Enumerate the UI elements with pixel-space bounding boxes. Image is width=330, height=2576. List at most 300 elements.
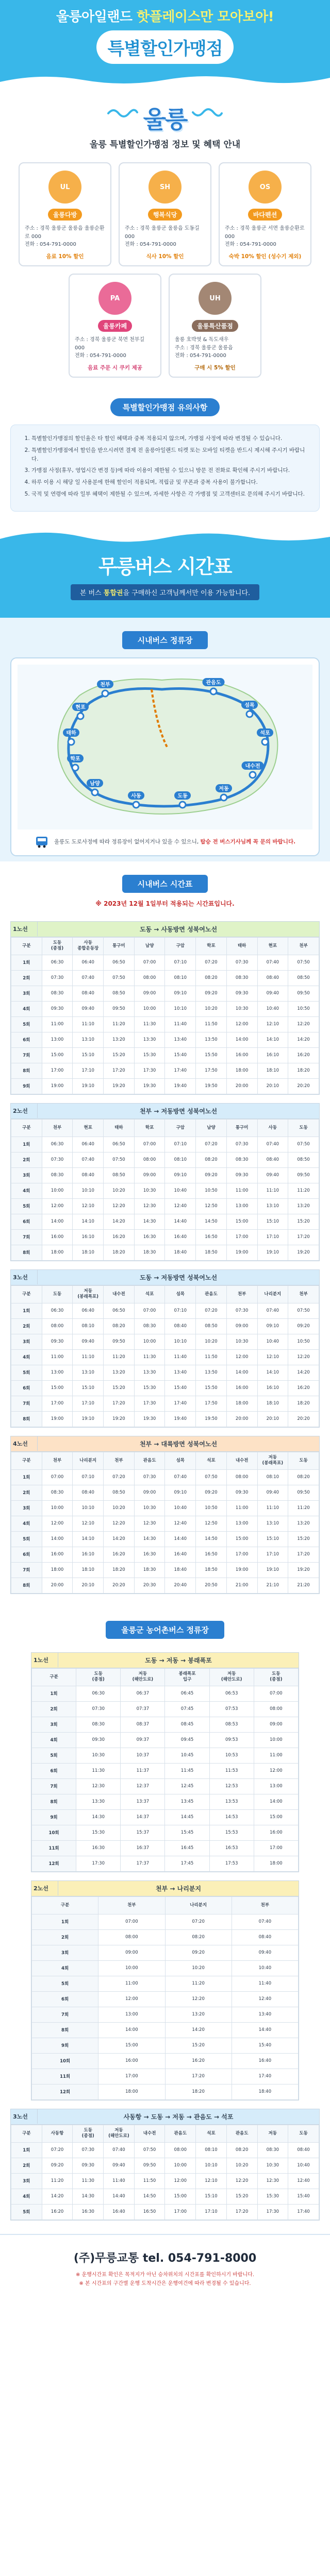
time-cell: 19:20 xyxy=(288,1245,319,1260)
partner-logo: SH xyxy=(148,171,182,204)
table-row xyxy=(11,1396,319,1411)
time-cell: 10:30 xyxy=(226,1001,257,1016)
column-header: 남양 xyxy=(134,937,165,955)
time-cell: 16:50 xyxy=(134,2204,165,2219)
bus-banner xyxy=(0,530,330,618)
time-cell: 08:50 xyxy=(288,970,319,986)
partner-info: 주소 : 경북 울릉군 서면 울릉순환로 000 전화 : 054-791-0000 xyxy=(225,226,305,247)
time-cell: 10:00 xyxy=(42,1183,73,1198)
time-cell: 13:20 xyxy=(288,1198,319,1214)
time-cell: 09:50 xyxy=(288,1167,319,1183)
time-cell: 14:20 xyxy=(42,2189,73,2204)
table-row xyxy=(11,2142,319,2158)
time-cell: 18:20 xyxy=(165,2084,232,2099)
run-index: 6회 xyxy=(11,1032,42,1047)
run-index: 11회 xyxy=(32,2069,98,2084)
column-header: 천부 xyxy=(232,1896,298,1914)
table-row xyxy=(11,1380,319,1396)
time-cell: 16:37 xyxy=(121,1840,165,1856)
time-cell: 17:10 xyxy=(73,1396,104,1411)
column-header: 내수전 xyxy=(134,2125,165,2142)
map-stop-label: 사동 xyxy=(131,793,141,799)
time-cell: 10:30 xyxy=(226,1334,257,1349)
time-cell: 08:00 xyxy=(254,1701,298,1717)
time-cell: 07:30 xyxy=(226,1303,257,1318)
time-cell: 08:40 xyxy=(257,1152,288,1167)
time-cell: 08:10 xyxy=(196,2142,227,2158)
time-cell: 08:20 xyxy=(196,970,227,986)
run-index: 10회 xyxy=(32,2053,98,2069)
time-cell: 15:00 xyxy=(42,1380,73,1396)
timetable-grid xyxy=(11,1452,319,1594)
column-header: 내수전 xyxy=(104,1285,135,1303)
map-stop-label: 석포 xyxy=(260,730,270,736)
time-cell: 13:50 xyxy=(196,1032,227,1047)
time-cell: 13:00 xyxy=(98,2007,165,2022)
column-header: 저동 (해안도로) xyxy=(104,2125,135,2142)
time-cell: 12:20 xyxy=(226,2173,257,2189)
table-row xyxy=(11,1137,319,1152)
column-header: 천부 xyxy=(98,1896,165,1914)
time-cell: 08:30 xyxy=(42,1485,73,1500)
time-cell: 14:30 xyxy=(134,1531,165,1547)
partner-logo: UH xyxy=(199,282,232,315)
time-cell: 20:20 xyxy=(288,1411,319,1427)
time-cell: 11:10 xyxy=(257,1500,288,1516)
time-cell: 12:53 xyxy=(209,1778,254,1794)
column-header: 관음도 xyxy=(165,2125,196,2142)
column-header: 사동 xyxy=(257,1119,288,1137)
wave-left-icon xyxy=(107,106,138,121)
time-cell: 10:37 xyxy=(121,1748,165,1763)
time-cell: 09:40 xyxy=(73,1001,104,1016)
route-number: 1노선 xyxy=(31,1653,58,1667)
time-cell: 13:20 xyxy=(104,1365,135,1380)
time-cell: 06:45 xyxy=(165,1686,209,1701)
column-header: 구분 xyxy=(11,1285,42,1303)
time-cell: 09:40 xyxy=(257,1167,288,1183)
run-index: 5회 xyxy=(11,1531,42,1547)
map-stop-marker xyxy=(250,772,256,778)
time-cell: 13:40 xyxy=(165,1365,196,1380)
time-cell: 13:45 xyxy=(165,1794,209,1809)
time-cell: 06:30 xyxy=(42,1137,73,1152)
time-cell: 07:40 xyxy=(104,2142,135,2158)
map-legend xyxy=(18,835,312,849)
time-cell: 08:00 xyxy=(42,1318,73,1334)
time-cell: 12:45 xyxy=(165,1778,209,1794)
time-cell: 19:20 xyxy=(104,1411,135,1427)
table-row xyxy=(32,2038,299,2053)
time-cell: 15:45 xyxy=(165,1825,209,1840)
time-cell: 09:50 xyxy=(104,1001,135,1016)
partner-name: 울릉다방 xyxy=(48,209,82,221)
table-row xyxy=(32,1856,299,1871)
time-cell: 17:20 xyxy=(104,1063,135,1078)
time-cell: 07:30 xyxy=(42,970,73,986)
time-cell: 16:20 xyxy=(288,1380,319,1396)
table-row xyxy=(11,1485,319,1500)
column-header: 사동항 xyxy=(42,2125,73,2142)
timetable-header-row xyxy=(11,2125,319,2142)
time-cell: 08:30 xyxy=(76,1717,121,1732)
time-cell: 14:40 xyxy=(232,2022,298,2038)
time-cell: 20:10 xyxy=(73,1578,104,1593)
column-header: 구분 xyxy=(11,2125,42,2142)
run-index: 4회 xyxy=(11,1349,42,1365)
table-row xyxy=(11,1245,319,1260)
time-cell: 16:10 xyxy=(257,1380,288,1396)
time-cell: 07:40 xyxy=(257,1303,288,1318)
timetable-header-row xyxy=(32,1896,299,1914)
time-cell: 07:00 xyxy=(134,955,165,970)
time-cell: 20:40 xyxy=(165,1578,196,1593)
map-stop-label: 저동 xyxy=(219,786,229,792)
time-cell: 11:00 xyxy=(226,1183,257,1198)
time-cell: 20:10 xyxy=(257,1078,288,1094)
time-cell: 18:40 xyxy=(165,1245,196,1260)
time-cell: 16:40 xyxy=(165,1229,196,1245)
time-cell: 11:30 xyxy=(134,1016,165,1032)
map-stop-marker xyxy=(77,713,84,719)
time-cell: 16:00 xyxy=(42,1229,73,1245)
table-row xyxy=(11,1516,319,1531)
column-header: 구분 xyxy=(32,1896,98,1914)
time-cell: 17:00 xyxy=(226,1547,257,1562)
run-index: 8회 xyxy=(11,1063,42,1078)
table-row xyxy=(11,2173,319,2189)
run-index: 2회 xyxy=(11,1485,42,1500)
time-cell: 08:30 xyxy=(42,1167,73,1183)
partner-card xyxy=(169,274,261,378)
time-cell: 16:30 xyxy=(73,2204,104,2219)
time-cell: 15:50 xyxy=(196,1380,227,1396)
time-cell: 11:20 xyxy=(288,1500,319,1516)
time-cell: 15:30 xyxy=(257,2189,288,2204)
time-cell: 16:30 xyxy=(76,1840,121,1856)
run-index: 6회 xyxy=(11,1547,42,1562)
time-cell: 10:00 xyxy=(98,1960,165,1976)
time-cell: 07:53 xyxy=(209,1701,254,1717)
time-cell: 17:20 xyxy=(226,2204,257,2219)
time-cell: 10:40 xyxy=(165,1183,196,1198)
time-cell: 13:10 xyxy=(257,1198,288,1214)
run-index: 3회 xyxy=(11,1334,42,1349)
time-cell: 14:40 xyxy=(165,1531,196,1547)
time-cell: 17:50 xyxy=(196,1063,227,1078)
time-cell: 09:50 xyxy=(288,986,319,1001)
time-cell: 07:10 xyxy=(165,955,196,970)
time-cell: 08:10 xyxy=(257,1469,288,1485)
time-cell: 09:10 xyxy=(257,1318,288,1334)
run-index: 12회 xyxy=(32,1856,76,1871)
table-row xyxy=(11,1411,319,1427)
time-cell: 08:00 xyxy=(134,970,165,986)
time-cell: 06:37 xyxy=(121,1686,165,1701)
run-index: 2회 xyxy=(32,1701,76,1717)
time-cell: 08:20 xyxy=(288,1469,319,1485)
column-header: 도동 (종점) xyxy=(42,937,73,955)
region-section xyxy=(0,88,330,393)
time-cell: 11:53 xyxy=(209,1763,254,1778)
time-cell: 12:00 xyxy=(254,1763,298,1778)
time-cell: 11:20 xyxy=(42,2173,73,2189)
partner-name: 바다펜션 xyxy=(248,209,282,221)
time-cell: 09:30 xyxy=(226,986,257,1001)
table-row xyxy=(11,1198,319,1214)
time-cell: 09:20 xyxy=(196,1485,227,1500)
time-cell: 06:50 xyxy=(104,955,135,970)
time-cell: 10:20 xyxy=(196,1001,227,1016)
run-index: 4회 xyxy=(11,1001,42,1016)
column-header: 통구미 xyxy=(104,937,135,955)
time-cell: 11:00 xyxy=(42,1016,73,1032)
time-cell: 12:40 xyxy=(165,1198,196,1214)
time-cell: 09:40 xyxy=(257,986,288,1001)
route-number: 3노선 xyxy=(11,2109,38,2124)
time-cell: 11:10 xyxy=(257,1183,288,1198)
column-header: 관음도 xyxy=(196,1285,227,1303)
run-index: 4회 xyxy=(32,1732,76,1748)
timetable-header xyxy=(11,2109,319,2125)
time-cell: 09:00 xyxy=(134,986,165,1001)
map-stop-label: 태하 xyxy=(66,730,76,736)
time-cell: 17:00 xyxy=(254,1840,298,1856)
time-cell: 16:30 xyxy=(134,1547,165,1562)
map-stop-label: 관음도 xyxy=(206,680,221,686)
time-cell: 11:50 xyxy=(196,1349,227,1365)
column-header: 천부 xyxy=(288,1285,319,1303)
table-row xyxy=(32,1809,299,1825)
run-index: 2회 xyxy=(32,1929,98,1945)
time-cell: 15:00 xyxy=(42,1047,73,1063)
time-cell: 14:53 xyxy=(209,1809,254,1825)
time-cell: 18:20 xyxy=(288,1063,319,1078)
column-header: 섬목 xyxy=(165,1452,196,1469)
time-cell: 18:40 xyxy=(165,1562,196,1578)
time-cell: 18:10 xyxy=(257,1063,288,1078)
column-header: 내수전 xyxy=(226,1452,257,1469)
time-cell: 11:40 xyxy=(232,1976,298,1991)
time-cell: 14:10 xyxy=(257,1032,288,1047)
time-cell: 10:10 xyxy=(165,1001,196,1016)
time-cell: 16:20 xyxy=(165,2053,232,2069)
time-cell: 06:50 xyxy=(104,1137,135,1152)
map-stop-marker xyxy=(68,739,74,745)
column-header: 저동 (봉래폭포) xyxy=(73,1285,104,1303)
time-cell: 09:20 xyxy=(288,1318,319,1334)
column-header: 구분 xyxy=(11,937,42,955)
time-cell: 07:45 xyxy=(165,1701,209,1717)
time-cell: 14:30 xyxy=(73,2189,104,2204)
time-cell: 08:40 xyxy=(288,2142,319,2158)
table-row xyxy=(11,1303,319,1318)
time-cell: 10:30 xyxy=(76,1748,121,1763)
column-header: 관음도 xyxy=(134,1452,165,1469)
time-cell: 13:00 xyxy=(42,1032,73,1047)
time-cell: 13:20 xyxy=(104,1032,135,1047)
time-cell: 15:40 xyxy=(288,2189,319,2204)
time-cell: 08:10 xyxy=(73,1318,104,1334)
run-index: 1회 xyxy=(11,1137,42,1152)
column-header: 현포 xyxy=(73,1119,104,1137)
time-cell: 08:30 xyxy=(257,2142,288,2158)
run-index: 11회 xyxy=(32,1840,76,1856)
time-cell: 11:30 xyxy=(73,2173,104,2189)
time-cell: 13:00 xyxy=(226,1516,257,1531)
time-cell: 08:30 xyxy=(134,1318,165,1334)
time-cell: 12:20 xyxy=(165,1991,232,2007)
timetable-header xyxy=(11,1270,319,1285)
notice-item: 5. 국적 및 연령에 따라 일부 혜택이 제한될 수 있으며, 자세한 사항은 각 가맹점 및 고객센터로 문의해 주시기 바랍니다. xyxy=(31,490,308,499)
time-cell: 17:10 xyxy=(73,1063,104,1078)
time-cell: 07:50 xyxy=(104,970,135,986)
time-cell: 07:00 xyxy=(42,1469,73,1485)
column-header: 학포 xyxy=(134,1119,165,1137)
time-cell: 14:40 xyxy=(165,1214,196,1229)
timetable-grid xyxy=(11,2125,319,2220)
time-cell: 07:40 xyxy=(257,955,288,970)
time-cell: 09:50 xyxy=(134,2158,165,2173)
time-cell: 12:30 xyxy=(134,1198,165,1214)
time-cell: 07:20 xyxy=(196,955,227,970)
time-cell: 14:00 xyxy=(42,1214,73,1229)
table-row xyxy=(11,1183,319,1198)
run-index: 1회 xyxy=(11,955,42,970)
run-index: 3회 xyxy=(11,1167,42,1183)
region-heading xyxy=(143,101,187,135)
notice-list xyxy=(22,434,308,499)
time-cell: 12:00 xyxy=(42,1516,73,1531)
time-cell: 19:30 xyxy=(134,1078,165,1094)
time-cell: 14:00 xyxy=(98,2022,165,2038)
time-cell: 18:30 xyxy=(134,1245,165,1260)
table-row xyxy=(32,1701,299,1717)
time-cell: 19:20 xyxy=(288,1562,319,1578)
time-cell: 17:00 xyxy=(98,2069,165,2084)
map-stop-marker xyxy=(92,789,98,795)
time-cell: 07:30 xyxy=(76,1701,121,1717)
route-number: 4노선 xyxy=(11,1436,38,1451)
time-cell: 09:20 xyxy=(196,1167,227,1183)
run-index: 5회 xyxy=(11,1016,42,1032)
time-cell: 08:50 xyxy=(288,1152,319,1167)
time-cell: 17:20 xyxy=(288,1547,319,1562)
time-cell: 16:10 xyxy=(73,1229,104,1245)
time-cell: 14:37 xyxy=(121,1809,165,1825)
partner-info: 주소 : 경북 울릉군 울릉읍 도동길 000 전화 : 054-791-0000 xyxy=(125,226,200,247)
time-cell: 08:00 xyxy=(98,1929,165,1945)
time-cell: 10:20 xyxy=(196,1334,227,1349)
time-cell: 07:40 xyxy=(232,1914,298,1929)
run-index: 3회 xyxy=(32,1717,76,1732)
run-index: 8회 xyxy=(32,1794,76,1809)
time-cell: 09:45 xyxy=(165,1732,209,1748)
time-cell: 09:20 xyxy=(42,2158,73,2173)
map-stop-marker xyxy=(133,802,139,808)
footer-note: ※ 본 시간표의 구간별 운행 도착시간은 운행여건에 따라 변경될 수 있습니다. xyxy=(79,2280,251,2286)
time-cell: 16:00 xyxy=(42,1547,73,1562)
footer xyxy=(0,2234,330,2297)
time-cell: 12:30 xyxy=(76,1778,121,1794)
time-cell: 07:50 xyxy=(104,1152,135,1167)
partner-card xyxy=(19,162,111,266)
route-number: 2노선 xyxy=(31,1881,58,1895)
time-cell: 09:00 xyxy=(254,1717,298,1732)
hero-subtitle-highlight: 핫플레이스만 모아보아! xyxy=(137,9,274,25)
notice-item: 3. 가맹점 사정(휴무, 영업시간 변경 등)에 따라 이용이 제한될 수 있으니 방문 전 전화로 확인해 주시기 바랍니다. xyxy=(31,466,308,475)
table-row xyxy=(11,1167,319,1183)
time-cell: 15:20 xyxy=(288,1214,319,1229)
run-index: 10회 xyxy=(32,1825,76,1840)
time-cell: 09:10 xyxy=(165,986,196,1001)
bus-strip-highlight: 통합권 xyxy=(103,589,123,597)
time-cell: 16:00 xyxy=(226,1047,257,1063)
table-row xyxy=(11,1032,319,1047)
column-header: 천부 xyxy=(226,1285,257,1303)
footer-notes xyxy=(10,2270,320,2288)
time-cell: 09:40 xyxy=(232,1945,298,1960)
time-cell: 09:30 xyxy=(42,1334,73,1349)
hero-title: 특별할인가맹점 xyxy=(96,30,234,64)
column-header: 태하 xyxy=(226,937,257,955)
route-name: 천부 → 나리분지 xyxy=(156,1885,201,1892)
time-cell: 10:20 xyxy=(226,2158,257,2173)
time-cell: 12:40 xyxy=(165,1516,196,1531)
time-cell: 09:10 xyxy=(165,1167,196,1183)
table-row xyxy=(11,970,319,986)
column-header: 도동 xyxy=(288,1452,319,1469)
time-cell: 08:37 xyxy=(121,1717,165,1732)
time-cell: 15:40 xyxy=(232,2038,298,2053)
run-index: 7회 xyxy=(11,1396,42,1411)
map-legend-highlight: 탑승 전 버스기사님께 꼭 문의 바랍니다. xyxy=(200,839,296,845)
time-cell: 15:00 xyxy=(254,1809,298,1825)
run-index: 3회 xyxy=(11,2173,42,2189)
partner-name: 울릉카페 xyxy=(98,320,132,332)
time-cell: 13:40 xyxy=(165,1032,196,1047)
map-stop-marker xyxy=(179,802,186,808)
time-cell: 08:50 xyxy=(104,986,135,1001)
time-cell: 20:50 xyxy=(196,1578,227,1593)
time-cell: 07:50 xyxy=(288,955,319,970)
time-cell: 07:20 xyxy=(42,2142,73,2158)
run-index: 4회 xyxy=(11,1516,42,1531)
time-cell: 11:20 xyxy=(288,1183,319,1198)
partner-benefit: 숙박 10% 할인 (성수기 제외) xyxy=(228,253,302,260)
time-cell: 16:50 xyxy=(196,1229,227,1245)
time-cell: 19:10 xyxy=(257,1562,288,1578)
bus-strip-post: 을 구매하신 고객님께서만 이용 가능합니다. xyxy=(123,589,251,597)
time-cell: 07:20 xyxy=(196,1303,227,1318)
time-cell: 08:00 xyxy=(226,1469,257,1485)
time-cell: 17:00 xyxy=(42,1063,73,1078)
table-row xyxy=(32,2007,299,2022)
time-cell: 14:10 xyxy=(73,1214,104,1229)
time-cell: 18:00 xyxy=(226,1063,257,1078)
time-cell: 19:50 xyxy=(196,1078,227,1094)
time-cell: 07:30 xyxy=(226,1137,257,1152)
column-header: 도동 xyxy=(288,1119,319,1137)
run-index: 12회 xyxy=(32,2084,98,2099)
time-cell: 16:00 xyxy=(254,1825,298,1840)
time-cell: 10:50 xyxy=(196,1500,227,1516)
wave-divider xyxy=(0,73,330,88)
map-stop-label: 천부 xyxy=(100,682,110,688)
time-cell: 08:50 xyxy=(104,1485,135,1500)
table-row xyxy=(11,1531,319,1547)
map-stop-marker xyxy=(246,711,253,717)
